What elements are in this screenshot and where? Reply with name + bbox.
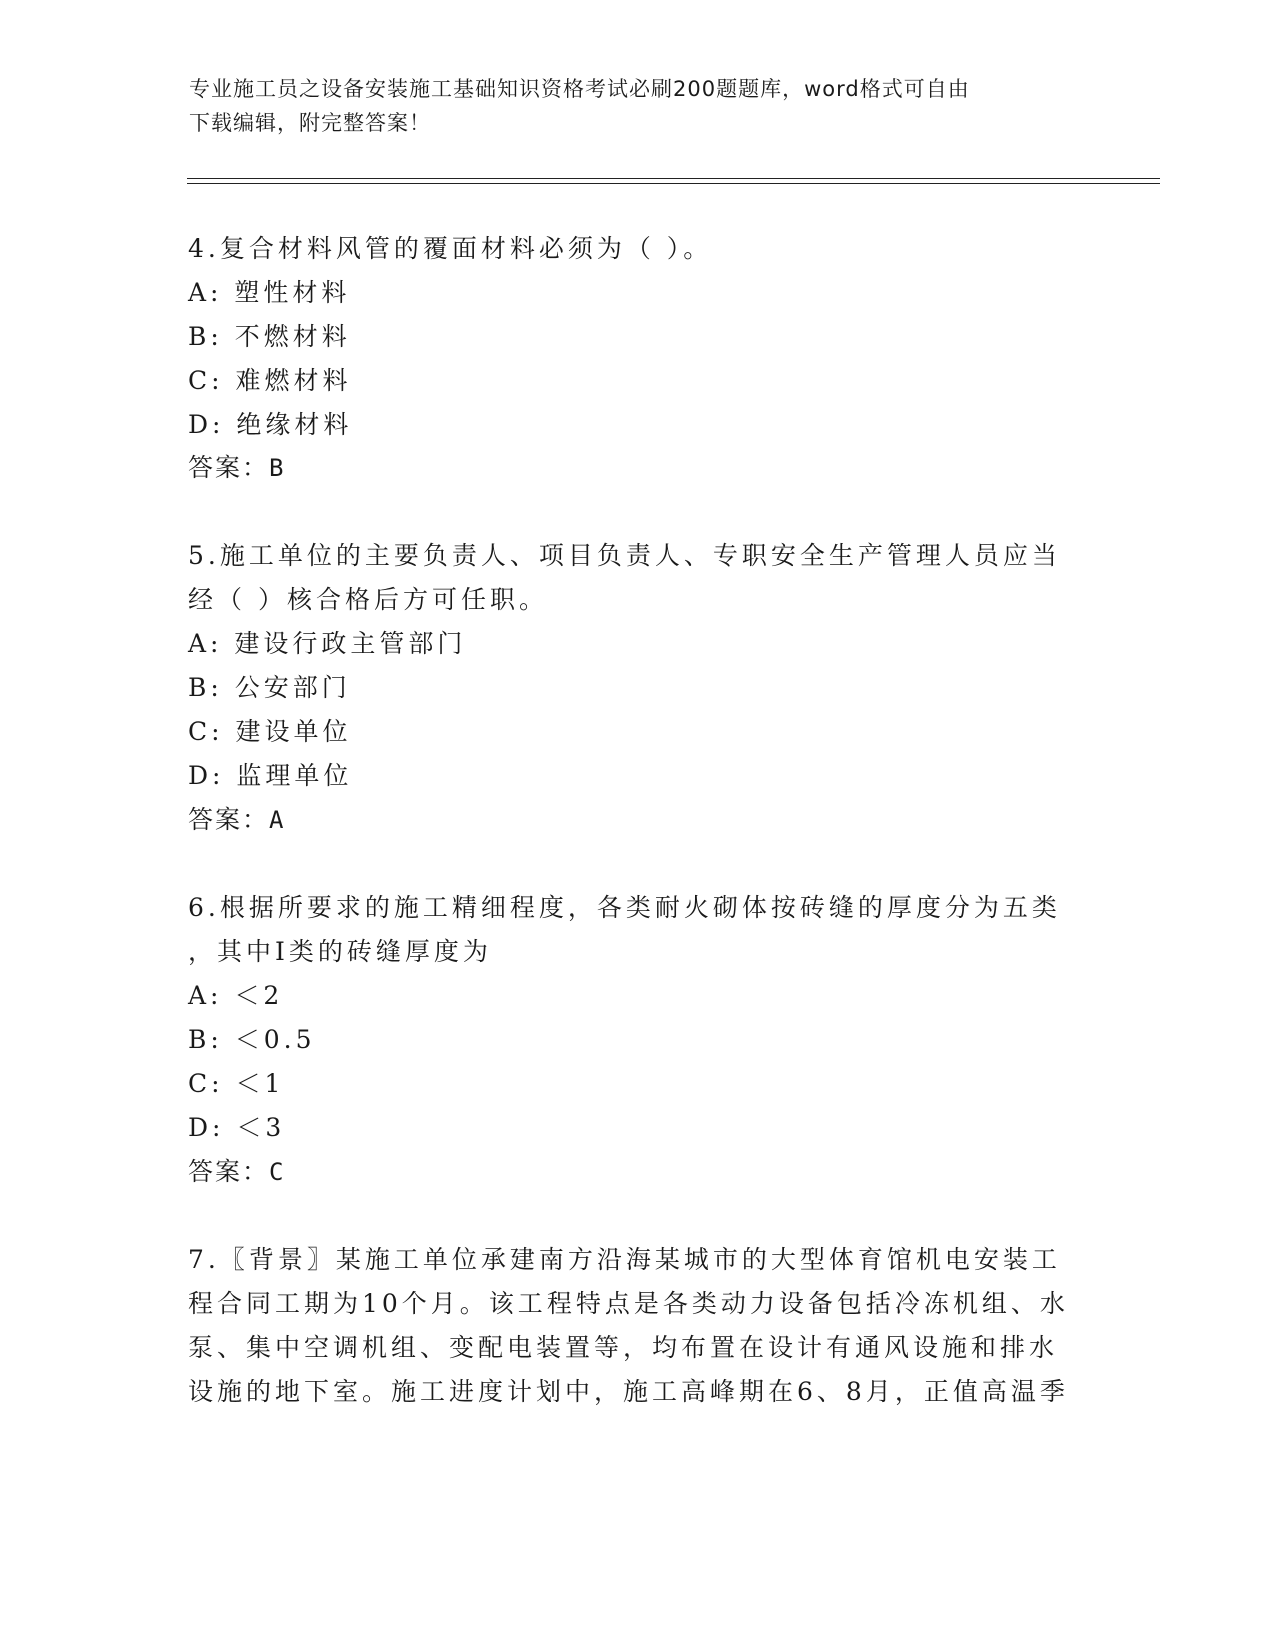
answer-value: C: [269, 1158, 286, 1186]
header-divider-top: [187, 178, 1160, 179]
answer-value: A: [269, 806, 286, 834]
question-5-option-a: A: 建设行政主管部门: [188, 629, 467, 658]
question-6-option-c: C: ＜1: [188, 1069, 285, 1098]
answer-label: 答案：: [188, 1157, 270, 1186]
question-7-stem-line-2: 程合同工期为10个月。该工程特点是各类动力设备包括冷冻机组、水: [188, 1289, 1069, 1318]
question-7-stem-line-1: 7.〖背景〗某施工单位承建南方沿海某城市的大型体育馆机电安装工: [188, 1245, 1061, 1274]
header-line-2: 下载编辑，附完整答案！: [189, 111, 431, 135]
question-6-option-a: A: ＜2: [188, 981, 284, 1010]
question-6-stem-line-2: ，其中Ⅰ类的砖缝厚度为: [188, 937, 492, 966]
question-5-option-d: D: 监理单位: [188, 761, 353, 790]
question-4-option-c: C: 难燃材料: [188, 366, 352, 395]
header-divider-bottom: [187, 183, 1160, 184]
question-7-stem-line-4: 设施的地下室。施工进度计划中，施工高峰期在6、8月，正值高温季: [188, 1377, 1069, 1406]
document-header: [189, 72, 1089, 140]
question-6-answer: [188, 1152, 285, 1188]
question-5-stem-line-2: 经（ ）核合格后方可任职。: [188, 585, 548, 614]
question-6-option-d: D: ＜3: [188, 1113, 286, 1142]
question-6-stem-line-1: 6.根据所要求的施工精细程度，各类耐火砌体按砖缝的厚度分为五类: [188, 893, 1061, 922]
question-7-stem-line-3: 泵、集中空调机组、变配电装置等，均布置在设计有通风设施和排水: [188, 1333, 1059, 1362]
question-5-option-b: B: 公安部门: [188, 673, 351, 702]
question-5-option-c: C: 建设单位: [188, 717, 352, 746]
header-line-1: 专业施工员之设备安装施工基础知识资格考试必刷200题题库，word格式可自由: [189, 77, 970, 101]
question-4-answer: [188, 448, 285, 484]
question-4-option-b: B: 不燃材料: [188, 322, 351, 351]
question-4-stem: 4.复合材料风管的覆面材料必须为（ ）。: [188, 234, 713, 263]
question-4-option-a: A: 塑性材料: [188, 278, 351, 307]
answer-label: 答案：: [188, 805, 270, 834]
question-6-option-b: B: ＜0.5: [188, 1025, 316, 1054]
answer-value: B: [269, 454, 286, 482]
question-5-stem-line-1: 5.施工单位的主要负责人、项目负责人、专职安全生产管理人员应当: [188, 541, 1061, 570]
question-4-option-d: D: 绝缘材料: [188, 410, 353, 439]
question-5-answer: [188, 800, 285, 836]
answer-label: 答案：: [188, 453, 270, 482]
